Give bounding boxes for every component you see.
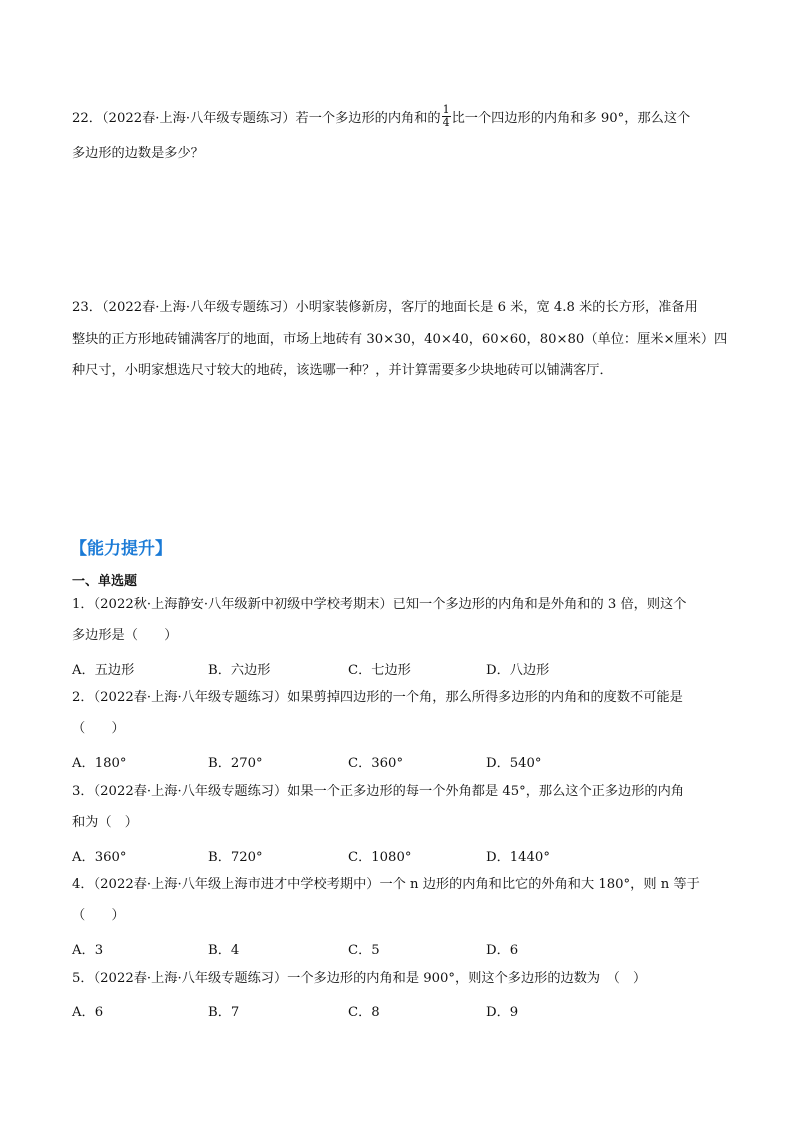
- mc4-line-2: （ ）: [72, 908, 125, 923]
- mc2-line-1: 2．（2022春·上海·八年级专题练习）如果剪掉四边形的一个角，那么所得多边形的内角和的度数不可能是: [72, 690, 683, 705]
- mc1-line-1: 1．（2022秋·上海静安·八年级新中初级中学校考期末）已知一个多边形的内角和是外角和的 3 倍，则这个: [72, 597, 687, 612]
- mc2-option-c[interactable]: C．360°: [348, 756, 404, 771]
- mc3-option-b[interactable]: B．720°: [208, 850, 263, 865]
- q22-line-1: [72, 103, 691, 131]
- mc4-line-1: 4．（2022春·上海·八年级上海市进才中学校考期中）一个 n 边形的内角和比它的外角和大 180°，则 n 等于: [72, 877, 700, 892]
- mc4-option-b[interactable]: B．4: [208, 943, 240, 958]
- section-title-ability: 【能力提升】: [70, 539, 172, 559]
- fraction-denominator: 4: [442, 116, 450, 129]
- mc1-option-c[interactable]: C．七边形: [348, 663, 411, 678]
- fraction-one-quarter: [442, 104, 451, 129]
- mc4-option-c[interactable]: C．5: [348, 943, 380, 958]
- mc1-line-2: 多边形是（ ）: [72, 628, 178, 643]
- subheading-single-choice: 一、单选题: [72, 574, 138, 589]
- mc4-option-d[interactable]: D．6: [486, 943, 519, 958]
- mc1-option-d[interactable]: D．八边形: [486, 663, 550, 678]
- q22-text-after-fraction: 比一个四边形的内角和多 90°，那么这个: [451, 111, 691, 126]
- mc4-option-a[interactable]: A．3: [72, 943, 104, 958]
- mc5-option-d[interactable]: D．9: [486, 1005, 519, 1020]
- q22-line-2: 多边形的边数是多少？: [72, 146, 204, 161]
- mc3-option-c[interactable]: C．1080°: [348, 850, 412, 865]
- mc5-line-1: 5．（2022春·上海·八年级专题练习）一个多边形的内角和是 900°，则这个多边形的边数为 （ ）: [72, 971, 647, 986]
- mc5-option-a[interactable]: A．6: [72, 1005, 104, 1020]
- mc2-option-d[interactable]: D．540°: [486, 756, 542, 771]
- mc5-option-b[interactable]: B．7: [208, 1005, 240, 1020]
- q23-line-1: 23．（2022春·上海·八年级专题练习）小明家装修新房，客厅的地面长是 6 米，宽 4.8 米的长方形，准备用: [72, 300, 698, 315]
- mc2-option-b[interactable]: B．270°: [208, 756, 263, 771]
- mc3-option-d[interactable]: D．1440°: [486, 850, 550, 865]
- mc3-line-1: 3．（2022春·上海·八年级专题练习）如果一个正多边形的每一个外角都是 45°，那么这个正多边形的内角: [72, 784, 684, 799]
- mc2-line-2: （ ）: [72, 721, 125, 736]
- mc1-option-a[interactable]: A．五边形: [72, 663, 135, 678]
- q22-text-before-fraction: 22．（2022春·上海·八年级专题练习）若一个多边形的内角和的: [72, 111, 441, 126]
- mc5-option-c[interactable]: C．8: [348, 1005, 380, 1020]
- mc2-option-a[interactable]: A．180°: [72, 756, 127, 771]
- mc3-option-a[interactable]: A．360°: [72, 850, 127, 865]
- mc3-line-2: 和为（ ）: [72, 815, 138, 830]
- fraction-numerator: 1: [442, 103, 450, 116]
- q23-line-2: 整块的正方形地砖铺满客厅的地面，市场上地砖有 30×30，40×40，60×60，80×80（单位：厘米×厘米）四: [72, 332, 728, 347]
- q23-line-3: 种尺寸，小明家想选尺寸较大的地砖，该选哪一种？，并计算需要多少块地砖可以铺满客厅．: [72, 363, 613, 378]
- mc1-option-b[interactable]: B．六边形: [208, 663, 271, 678]
